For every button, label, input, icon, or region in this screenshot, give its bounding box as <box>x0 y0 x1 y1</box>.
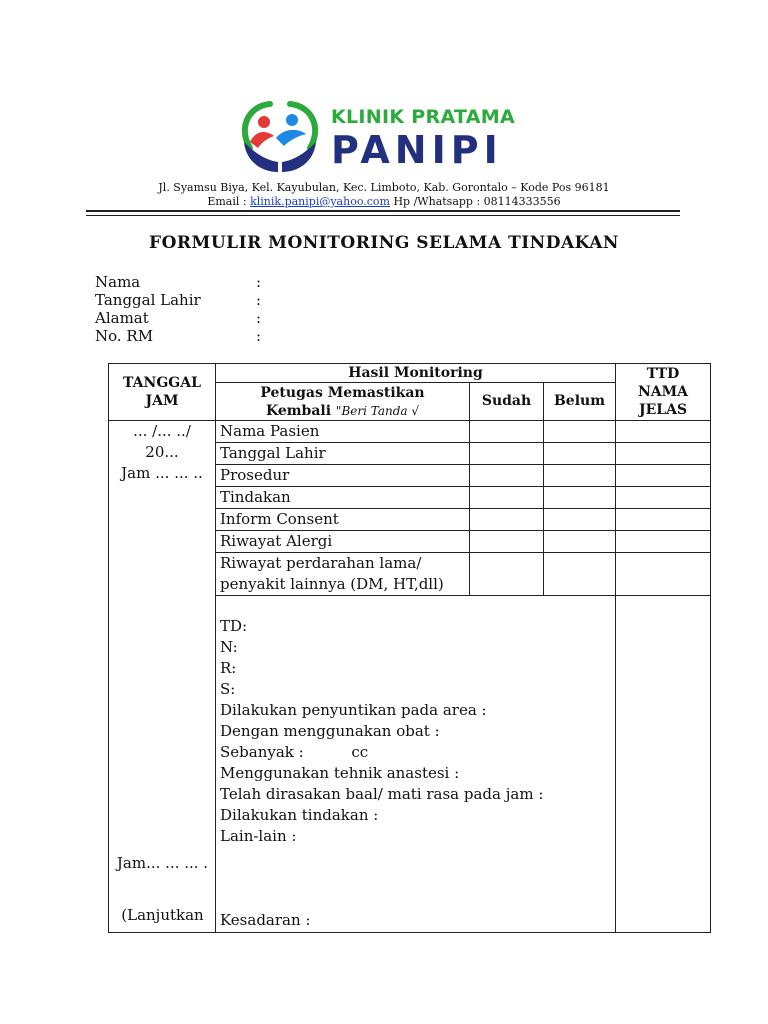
check-sudah-prosedur[interactable] <box>470 465 544 487</box>
header-petugas <box>216 383 470 421</box>
header-sudah: Sudah <box>470 383 544 421</box>
date-time-cell <box>109 421 216 933</box>
email-link[interactable]: klinik.panipi@yahoo.com <box>250 195 390 208</box>
date-line-1: ... /... ../ <box>133 422 191 440</box>
ttd-riwayat-perdarahan[interactable] <box>616 553 711 596</box>
note-n: N: <box>220 638 238 656</box>
item-inform-consent: Inform Consent <box>216 509 470 531</box>
field-label-no-rm: No. RM <box>95 327 154 345</box>
check-sudah-nama-pasien[interactable] <box>470 421 544 443</box>
ttd-nama-pasien[interactable] <box>616 421 711 443</box>
header-ttd-nama-jelas: TTD NAMA JELAS <box>616 364 711 421</box>
check-sudah-riwayat-perdarahan[interactable] <box>470 553 544 596</box>
logo-green-arc-right <box>290 104 315 148</box>
check-belum-tindakan[interactable] <box>544 487 616 509</box>
ttd-inform-consent[interactable] <box>616 509 711 531</box>
check-belum-riwayat-alergi[interactable] <box>544 531 616 553</box>
header-petugas-line2 <box>220 402 465 420</box>
check-belum-prosedur[interactable] <box>544 465 616 487</box>
check-belum-riwayat-perdarahan[interactable] <box>544 553 616 596</box>
item-tanggal-lahir: Tanggal Lahir <box>216 443 470 465</box>
field-label-alamat: Alamat <box>95 309 149 327</box>
header-rule-thick <box>86 210 680 212</box>
field-label-nama: Nama <box>95 273 141 291</box>
item-tindakan: Tindakan <box>216 487 470 509</box>
note-sebanyak: Sebanyak : cc <box>220 743 369 761</box>
phone-text: Hp /Whatsapp : 08114333556 <box>393 195 561 208</box>
item-riwayat-perdarahan: Riwayat perdarahan lama/ penyakit lainnya (DM, HT,dll) <box>216 553 470 596</box>
header-beri-tanda: "Beri Tanda √ <box>335 404 420 418</box>
note-penyuntikan: Dilakukan penyuntikan pada area : <box>220 701 487 719</box>
monitoring-table <box>108 363 711 933</box>
jam-bottom: Jam... ... ... . <box>116 854 209 872</box>
item-prosedur: Prosedur <box>216 465 470 487</box>
header-kembali: Kembali <box>265 403 332 419</box>
header-hasil-monitoring: Hasil Monitoring <box>216 364 616 383</box>
header-rule-thin <box>86 215 680 216</box>
field-colon-no-rm: : <box>256 327 262 345</box>
clinic-name-line1: KLINIK PRATAMA <box>331 106 515 128</box>
clinic-address: Jl. Syamsu Biya, Kel. Kayubulan, Kec. Limboto, Kab. Gorontalo – Kode Pos 96181 <box>158 181 610 194</box>
logo-blue-head <box>286 114 298 126</box>
note-obat: Dengan menggunakan obat : <box>220 722 440 740</box>
ttd-tindakan[interactable] <box>616 487 711 509</box>
item-riwayat-alergi: Riwayat Alergi <box>216 531 470 553</box>
logo-red-figure <box>250 132 274 148</box>
email-label: Email : <box>207 195 247 208</box>
form-title: FORMULIR MONITORING SELAMA TINDAKAN <box>149 233 619 253</box>
field-colon-alamat: : <box>256 309 262 327</box>
note-r: R: <box>220 659 237 677</box>
note-dilakukan-tindakan: Dilakukan tindakan : <box>220 806 379 824</box>
check-belum-inform-consent[interactable] <box>544 509 616 531</box>
field-label-tanggal-lahir: Tanggal Lahir <box>95 291 201 309</box>
date-line-3: Jam ... ... .. <box>121 464 203 482</box>
note-kesadaran: Kesadaran : <box>220 911 311 929</box>
ttd-riwayat-alergi[interactable] <box>616 531 711 553</box>
clinic-logo <box>236 100 324 178</box>
header-petugas-line1: Petugas Memastikan <box>260 385 425 401</box>
check-belum-tanggal-lahir[interactable] <box>544 443 616 465</box>
note-anastesi: Menggunakan tehnik anastesi : <box>220 764 460 782</box>
clinic-contact <box>0 195 768 208</box>
check-sudah-tindakan[interactable] <box>470 487 544 509</box>
lanjutkan-text: (Lanjutkan <box>121 906 204 924</box>
notes-cell <box>216 596 616 933</box>
check-sudah-riwayat-alergi[interactable] <box>470 531 544 553</box>
check-sudah-inform-consent[interactable] <box>470 509 544 531</box>
check-sudah-tanggal-lahir[interactable] <box>470 443 544 465</box>
ttd-tanggal-lahir[interactable] <box>616 443 711 465</box>
item-nama-pasien: Nama Pasien <box>216 421 470 443</box>
logo-blue-figure <box>276 130 306 146</box>
ttd-notes[interactable] <box>616 596 711 933</box>
note-s: S: <box>220 680 236 698</box>
header-tanggal-jam: TANGGAL JAM <box>109 364 216 421</box>
date-line-2: 20... <box>145 443 179 461</box>
header-belum: Belum <box>544 383 616 421</box>
check-belum-nama-pasien[interactable] <box>544 421 616 443</box>
note-td: TD: <box>220 617 248 635</box>
ttd-prosedur[interactable] <box>616 465 711 487</box>
clinic-name-line2: PANIPI <box>331 128 503 172</box>
note-baal: Telah dirasakan baal/ mati rasa pada jam : <box>220 785 544 803</box>
field-colon-tanggal-lahir: : <box>256 291 262 309</box>
field-colon-nama: : <box>256 273 262 291</box>
logo-red-head <box>258 116 270 128</box>
note-lain-lain: Lain-lain : <box>220 827 297 845</box>
